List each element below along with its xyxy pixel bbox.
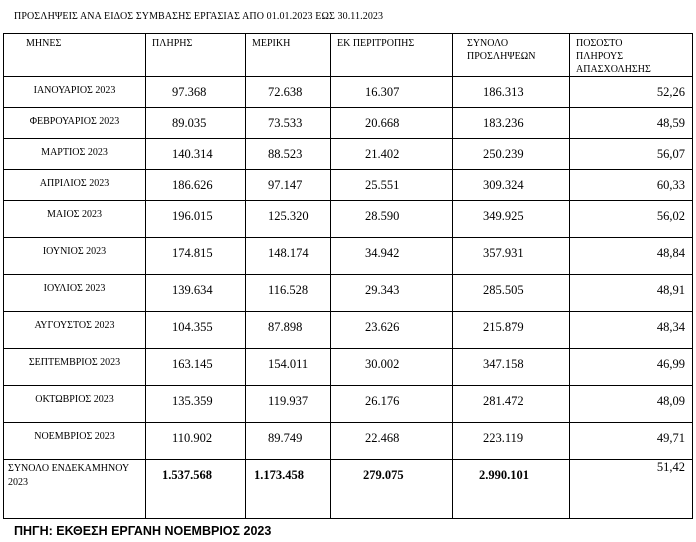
row-month: ΜΑΙΟΣ 2023 — [4, 201, 146, 238]
row-partial: 116.528 — [246, 275, 331, 312]
row-total: 309.324 — [453, 170, 570, 201]
row-month: ΙΟΥΝΙΟΣ 2023 — [4, 238, 146, 275]
row-full: 186.626 — [146, 170, 246, 201]
total-full: 1.537.568 — [146, 460, 246, 519]
row-partial: 73.533 — [246, 108, 331, 139]
row-rotation: 23.626 — [331, 312, 453, 349]
row-total: 285.505 — [453, 275, 570, 312]
row-rotation: 16.307 — [331, 77, 453, 108]
row-full: 104.355 — [146, 312, 246, 349]
header-rotation: ΕΚ ΠΕΡΙΤΡΟΠΗΣ — [331, 34, 453, 77]
row-pct: 48,59 — [570, 108, 693, 139]
row-full: 174.815 — [146, 238, 246, 275]
row-rotation: 30.002 — [331, 349, 453, 386]
table-row — [4, 139, 693, 170]
row-full: 196.015 — [146, 201, 246, 238]
row-partial: 89.749 — [246, 423, 331, 460]
row-rotation: 20.668 — [331, 108, 453, 139]
row-pct: 56,02 — [570, 201, 693, 238]
row-month: ΑΠΡΙΛΙΟΣ 2023 — [4, 170, 146, 201]
row-rotation: 26.176 — [331, 386, 453, 423]
row-pct: 56,07 — [570, 139, 693, 170]
row-total: 347.158 — [453, 349, 570, 386]
total-rotation: 279.075 — [331, 460, 453, 519]
row-pct: 48,34 — [570, 312, 693, 349]
row-total: 250.239 — [453, 139, 570, 170]
row-month: ΑΥΓΟΥΣΤΟΣ 2023 — [4, 312, 146, 349]
table-row — [4, 386, 693, 423]
row-rotation: 25.551 — [331, 170, 453, 201]
source-note: ΠΗΓΗ: ΕΚΘΕΣΗ ΕΡΓΑΝΗ ΝΟΕΜΒΡΙΟΣ 2023 — [14, 524, 272, 538]
table-row — [4, 275, 693, 312]
row-partial: 72.638 — [246, 77, 331, 108]
row-full: 135.359 — [146, 386, 246, 423]
row-total: 223.119 — [453, 423, 570, 460]
header-full-pct: ΠΟΣΟΣΤΟ ΠΛΗΡΟΥΣ ΑΠΑΣΧΟΛΗΣΗΣ — [570, 34, 693, 77]
header-total: ΣΥΝΟΛΟ ΠΡΟΣΛΗΨΕΩΝ — [453, 34, 570, 77]
table-row — [4, 238, 693, 275]
row-full: 140.314 — [146, 139, 246, 170]
total-label: ΣΥΝΟΛΟ ΕΝΔΕΚΑΜΗΝΟΥ 2023 — [4, 460, 146, 519]
row-partial: 148.174 — [246, 238, 331, 275]
total-pct: 51,42 — [570, 460, 693, 519]
header-row — [4, 34, 693, 77]
row-pct: 48,09 — [570, 386, 693, 423]
row-month: ΟΚΤΩΒΡΙΟΣ 2023 — [4, 386, 146, 423]
row-rotation: 34.942 — [331, 238, 453, 275]
row-total: 281.472 — [453, 386, 570, 423]
table-body — [4, 77, 693, 519]
row-partial: 154.011 — [246, 349, 331, 386]
row-month: ΜΑΡΤΙΟΣ 2023 — [4, 139, 146, 170]
table-title: ΠΡΟΣΛΗΨΕΙΣ ΑΝΑ ΕΙΔΟΣ ΣΥΜΒΑΣΗΣ ΕΡΓΑΣΙΑΣ ΑΠΟ 01.01.2023 ΕΩΣ 30.11.2023 — [14, 11, 384, 22]
table-row — [4, 312, 693, 349]
row-full: 110.902 — [146, 423, 246, 460]
row-partial: 119.937 — [246, 386, 331, 423]
row-pct: 60,33 — [570, 170, 693, 201]
row-rotation: 29.343 — [331, 275, 453, 312]
row-total: 215.879 — [453, 312, 570, 349]
header-partial: ΜΕΡΙΚΗ — [246, 34, 331, 77]
row-month: ΙΑΝΟΥΑΡΙΟΣ 2023 — [4, 77, 146, 108]
row-month: ΦΕΒΡΟΥΑΡΙΟΣ 2023 — [4, 108, 146, 139]
row-partial: 97.147 — [246, 170, 331, 201]
row-pct: 46,99 — [570, 349, 693, 386]
row-rotation: 28.590 — [331, 201, 453, 238]
row-total: 357.931 — [453, 238, 570, 275]
row-partial: 125.320 — [246, 201, 331, 238]
row-pct: 49,71 — [570, 423, 693, 460]
total-row — [4, 460, 693, 519]
row-pct: 48,84 — [570, 238, 693, 275]
header-full: ΠΛΗΡΗΣ — [146, 34, 246, 77]
table-row — [4, 170, 693, 201]
row-pct: 52,26 — [570, 77, 693, 108]
header-months: ΜΗΝΕΣ — [4, 34, 146, 77]
row-full: 97.368 — [146, 77, 246, 108]
row-rotation: 21.402 — [331, 139, 453, 170]
row-partial: 87.898 — [246, 312, 331, 349]
row-month: ΙΟΥΛΙΟΣ 2023 — [4, 275, 146, 312]
row-month: ΝΟΕΜΒΡΙΟΣ 2023 — [4, 423, 146, 460]
row-full: 89.035 — [146, 108, 246, 139]
row-month: ΣΕΠΤΕΜΒΡΙΟΣ 2023 — [4, 349, 146, 386]
total-partial: 1.173.458 — [246, 460, 331, 519]
row-total: 186.313 — [453, 77, 570, 108]
row-full: 163.145 — [146, 349, 246, 386]
table-row — [4, 201, 693, 238]
table-row — [4, 108, 693, 139]
row-partial: 88.523 — [246, 139, 331, 170]
row-full: 139.634 — [146, 275, 246, 312]
hirings-table — [3, 33, 693, 519]
total-total: 2.990.101 — [453, 460, 570, 519]
table-row — [4, 423, 693, 460]
row-total: 183.236 — [453, 108, 570, 139]
row-total: 349.925 — [453, 201, 570, 238]
row-rotation: 22.468 — [331, 423, 453, 460]
table-row — [4, 77, 693, 108]
row-pct: 48,91 — [570, 275, 693, 312]
table-row — [4, 349, 693, 386]
